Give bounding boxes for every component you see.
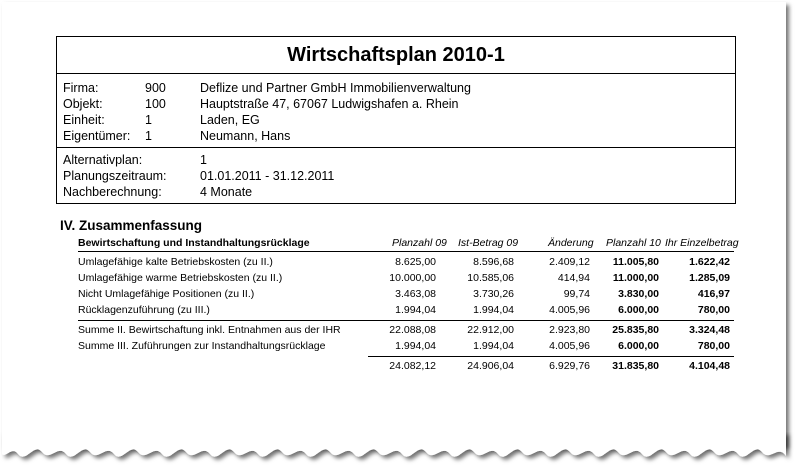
cell-plan10: 11.000,00 — [612, 272, 659, 284]
detail-value: Laden, EG — [200, 113, 260, 127]
detail-code: 1 — [145, 113, 152, 127]
plan-info-label: Alternativplan: — [63, 153, 143, 167]
column-header: Planzahl 10 — [606, 237, 661, 249]
detail-label: Firma: — [63, 81, 99, 95]
plan-info-label: Planungszeitraum: — [63, 169, 167, 183]
table-row — [78, 254, 734, 270]
row-label: Umlagefähige warme Betriebskosten (zu II.) — [78, 272, 283, 284]
cell-plan09: 22.088,08 — [389, 324, 436, 336]
row-label: Summe III. Zuführungen zur Instandhaltungsrücklage — [78, 340, 326, 352]
detail-label: Einheit: — [63, 113, 105, 127]
table-divider — [78, 251, 734, 252]
cell-single: 1.622,42 — [689, 256, 730, 268]
cell-change: 2.923,80 — [549, 324, 590, 336]
cell-single: 1.285,09 — [689, 272, 730, 284]
detail-row — [57, 128, 735, 144]
cell-plan10: 3.830,00 — [618, 288, 659, 300]
cell-plan09: 1.994,04 — [395, 304, 436, 316]
row-label: Nicht Umlagefähige Positionen (zu II.) — [78, 288, 255, 300]
cell-ist09: 8.596,68 — [473, 256, 514, 268]
cell-single: 780,00 — [697, 304, 730, 316]
detail-value: Neumann, Hans — [200, 129, 291, 143]
plan-info-value: 01.01.2011 - 31.12.2011 — [200, 169, 335, 183]
detail-label: Objekt: — [63, 97, 103, 111]
table-row — [78, 286, 734, 302]
cell-plan10: 25.835,80 — [612, 324, 659, 336]
plan-info-label: Nachberechnung: — [63, 185, 162, 199]
detail-value: Deflize und Partner GmbH Immobilienverwaltung — [200, 81, 471, 95]
torn-paper-edge — [0, 432, 808, 475]
plan-info-value: 4 Monate — [200, 185, 253, 199]
cell-plan09: 3.463,08 — [395, 288, 436, 300]
cell-plan09: 24.082,12 — [389, 360, 436, 372]
table-divider — [78, 320, 734, 321]
sum-row — [78, 338, 734, 354]
column-header: Ihr Einzelbetrag — [665, 237, 739, 249]
detail-code: 1 — [145, 129, 152, 143]
column-header: Änderung — [548, 237, 594, 249]
header-box — [56, 36, 736, 204]
detail-code: 100 — [145, 97, 166, 111]
cell-plan09: 1.994,04 — [395, 340, 436, 352]
table-row — [78, 302, 734, 318]
property-details — [57, 74, 735, 148]
cell-change: 4.005,96 — [549, 304, 590, 316]
cell-single: 4.104,48 — [689, 360, 730, 372]
table-row — [78, 270, 734, 286]
column-header: Ist-Betrag 09 — [458, 237, 519, 249]
plan-info-row — [57, 184, 735, 200]
cell-ist09: 24.906,04 — [467, 360, 514, 372]
page-title: Wirtschaftsplan 2010-1 — [57, 37, 735, 74]
cell-ist09: 1.994,04 — [473, 304, 514, 316]
cell-change: 4.005,96 — [549, 340, 590, 352]
detail-label: Eigentümer: — [63, 129, 131, 143]
cell-change: 2.409,12 — [549, 256, 590, 268]
cell-plan10: 6.000,00 — [618, 304, 659, 316]
cell-plan09: 8.625,00 — [395, 256, 436, 268]
summary-heading: IV. Zusammenfassung — [60, 218, 203, 233]
cell-change: 6.929,76 — [549, 360, 590, 372]
row-label: Summe II. Bewirtschaftung inkl. Entnahmen aus der IHR — [78, 324, 341, 336]
plan-info-row — [57, 168, 735, 184]
cell-single: 780,00 — [697, 340, 730, 352]
column-header: Bewirtschaftung und Instandhaltungsrücklage — [78, 237, 310, 249]
detail-row — [57, 96, 735, 112]
detail-code: 900 — [145, 81, 166, 95]
detail-row — [57, 80, 735, 96]
row-label: Umlagefähige kalte Betriebskosten (zu II.) — [78, 256, 273, 268]
cell-ist09: 1.994,04 — [473, 340, 514, 352]
cell-single: 3.324,48 — [689, 324, 730, 336]
detail-row — [57, 112, 735, 128]
cell-change: 99,74 — [563, 288, 590, 300]
cell-plan10: 11.005,80 — [612, 256, 659, 268]
total-row — [78, 358, 734, 374]
column-header: Planzahl 09 — [392, 237, 447, 249]
plan-info-row — [57, 152, 735, 168]
cell-plan10: 31.835,80 — [612, 360, 659, 372]
cell-single: 416,97 — [697, 288, 730, 300]
plan-info — [57, 148, 735, 203]
sum-row — [78, 322, 734, 338]
cell-ist09: 3.730,26 — [473, 288, 514, 300]
total-divider — [368, 356, 734, 357]
row-label: Rücklagenzuführung (zu III.) — [78, 304, 210, 316]
cell-ist09: 22.912,00 — [467, 324, 514, 336]
cell-change: 414,94 — [557, 272, 590, 284]
detail-value: Hauptstraße 47, 67067 Ludwigshafen a. Rhein — [200, 97, 459, 111]
cell-plan10: 6.000,00 — [618, 340, 659, 352]
cell-plan09: 10.000,00 — [389, 272, 436, 284]
cell-ist09: 10.585,06 — [467, 272, 514, 284]
plan-info-value: 1 — [200, 153, 207, 167]
